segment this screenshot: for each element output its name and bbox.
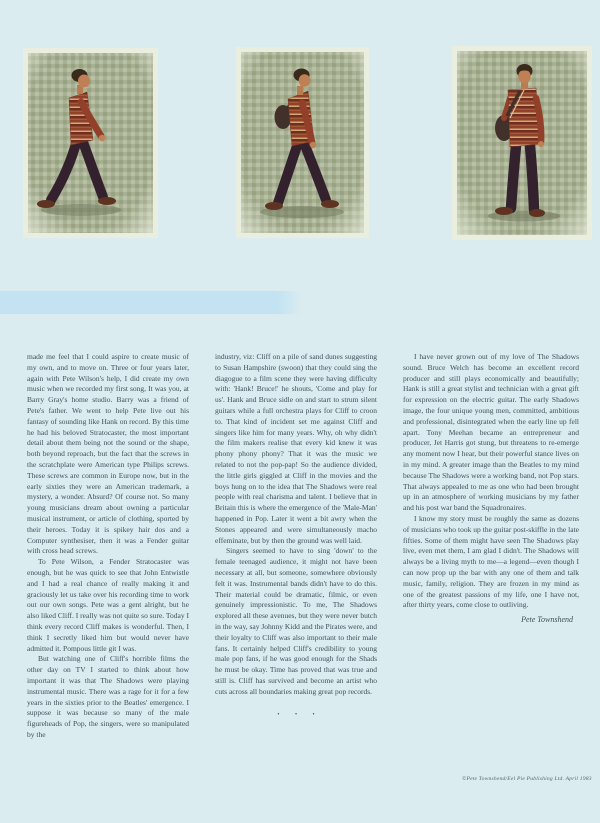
article-text [27, 352, 580, 741]
article-column-3 [403, 352, 579, 741]
paragraph: To Pete Wilson, a Fender Stratocaster was enough, but he was quick to see that John Entwistle and I had a real chance of really making it and graciously let us take over his recording time to work out our own songs. Pete was a gent alright, but he also liked Cliff. I really was not quite so sure. Today I think every record Cliff makes is wonderful. Then, I think I secretly liked him but would never have admitted it. Pompous little git I was. [27, 557, 189, 653]
paragraph: Singers seemed to have to sing 'down' to the female teenaged audience, it might not have been necessary at all, but someone, somewhere obviously felt it was. Instrumental bands didn't have to do this. Their material could be dramatic, filmic, or even genuinely impressionistic. To me, The Shadows explored all these avenues, but they were never butch in the way, say Johnny Kidd and the Pirates were, and their loyalty to Cliff was also important to their male fans. It certainly helped Cliff's credibility to young male pop fans, if he was good enough for the Shads he must be okay. Time has proved that was true and still is. Cliff has survived and become an artist who cuts across all boundaries making great pop records. [215, 546, 377, 696]
blue-highlight-band [0, 291, 302, 314]
walking-sequence-photo-1 [23, 48, 158, 238]
walking-sequence-photo-2 [236, 47, 369, 238]
photo-2-illustration [236, 47, 369, 238]
walking-sequence-photo-3 [452, 46, 592, 240]
copyright-credit: ©Pete Townshend/Eel Pie Publishing Ltd. April 1983 [462, 776, 592, 782]
paragraph: I know my story must be roughly the same as dozens of musicians who took up the guitar post-skiffle in the late fifties. Some of them might have seen The Shadows play live, even met them, I am glad I didn't. The Shadows will always be a living myth to me—a legend—even though I can now prop up the bar with any one of them and talk music, family, religion. They are frozen in my mind as one of the greatest passions of my life, one I have not, after thirty years, come close to outliving. [403, 513, 579, 610]
paragraph: But watching one of Cliff's horrible films the other day on TV I started to think about how important it was that The Shadows were playing instrumental music. There was a rage for it for a few years in the sixties prior to the Beatles' emergence. I suppose it was because so many of the male figureheads of Pop, the singers, were so manipulated by the [27, 654, 189, 739]
paragraph: made me feel that I could aspire to create music of my own, and to move on. Three or four years later, again with Pete Wilson's help, I did create my own music when we recorded my first song, It was you, at Barry Gray's home studio. Barry was a friend of Pete's father. We went to help Pete live out his fantasy of sounding like Hank on record. By this time he had his beloved Stratocaster, the most important detail about them being not the sound or the shape, both beyond reproach, but the fact that the screws in the scratchplate were American type Philips screws. These screws are common in Europe now, but in the early sixties they were an American trademark, a mystery, a wonder. Absurd? Of course not. So many young musicians dream about owning a particular musical instrument, or article of clothing, sported by their heroes. Today it is spikey hair dos and a Computer synthesiser, then it was a Fender guitar with cross head screws. [27, 352, 189, 556]
photo-3-illustration [452, 46, 592, 240]
article-column-1 [27, 352, 189, 741]
section-divider-dots: • • • [277, 711, 322, 718]
paragraph: I have never grown out of my love of The Shadows sound. Bruce Welch has become an excellent record producer and still plays economically and beautifully; Hank is still a great stylist and technician with a great gift for expression on the electric guitar. The early Shadows image, the four unique young men, committed, ambitious and professional, disintegrated when the early line up fell apart. Tony Meehan became an entrepreneur and producer, Jet Harris got stung, but threatens to re-emerge any moment now I hear, but their powerful stance lives on in my mind. A greater image than the Beatles to my mind because The Shadows were a working band, not Pop stars. That always appealed to me as one who had been brought up in an atmosphere of working musicians by my father and his post war band the Squadronaires. [403, 352, 579, 513]
photo-1-illustration [23, 48, 158, 238]
author-signature: Pete Townshend [521, 615, 573, 625]
article-column-2 [215, 352, 377, 741]
paragraph: industry, viz: Cliff on a pile of sand dunes suggesting to Susan Hampshire (swoon) that they could sing the diagogue to a film scene they were having difficulty with: 'Hank! Bruce!' he shouts, 'Come and play for us'. Hank and Bruce sidle on and start to strum silent guitars while a full orchestra plays for Cliff to croon to. That kind of incident set me against Cliff and singers like him for many years. Why, oh why didn't the film makers realise that every kid knew it was phony phony phony? That it was the music we related to not the pop-pap! So the audience divided, the little girls giggled at Cliff in the movies and the boys hung on to the idea that The Shadows were real people with real charisma and talent. I believe that in Britain this is where the emergence of the 'Male-Man' happened in Pop. Later it went a bit awry when the Stones appeared and were simultaneously macho effeminate, but by then the ground was well laid. [215, 352, 377, 545]
